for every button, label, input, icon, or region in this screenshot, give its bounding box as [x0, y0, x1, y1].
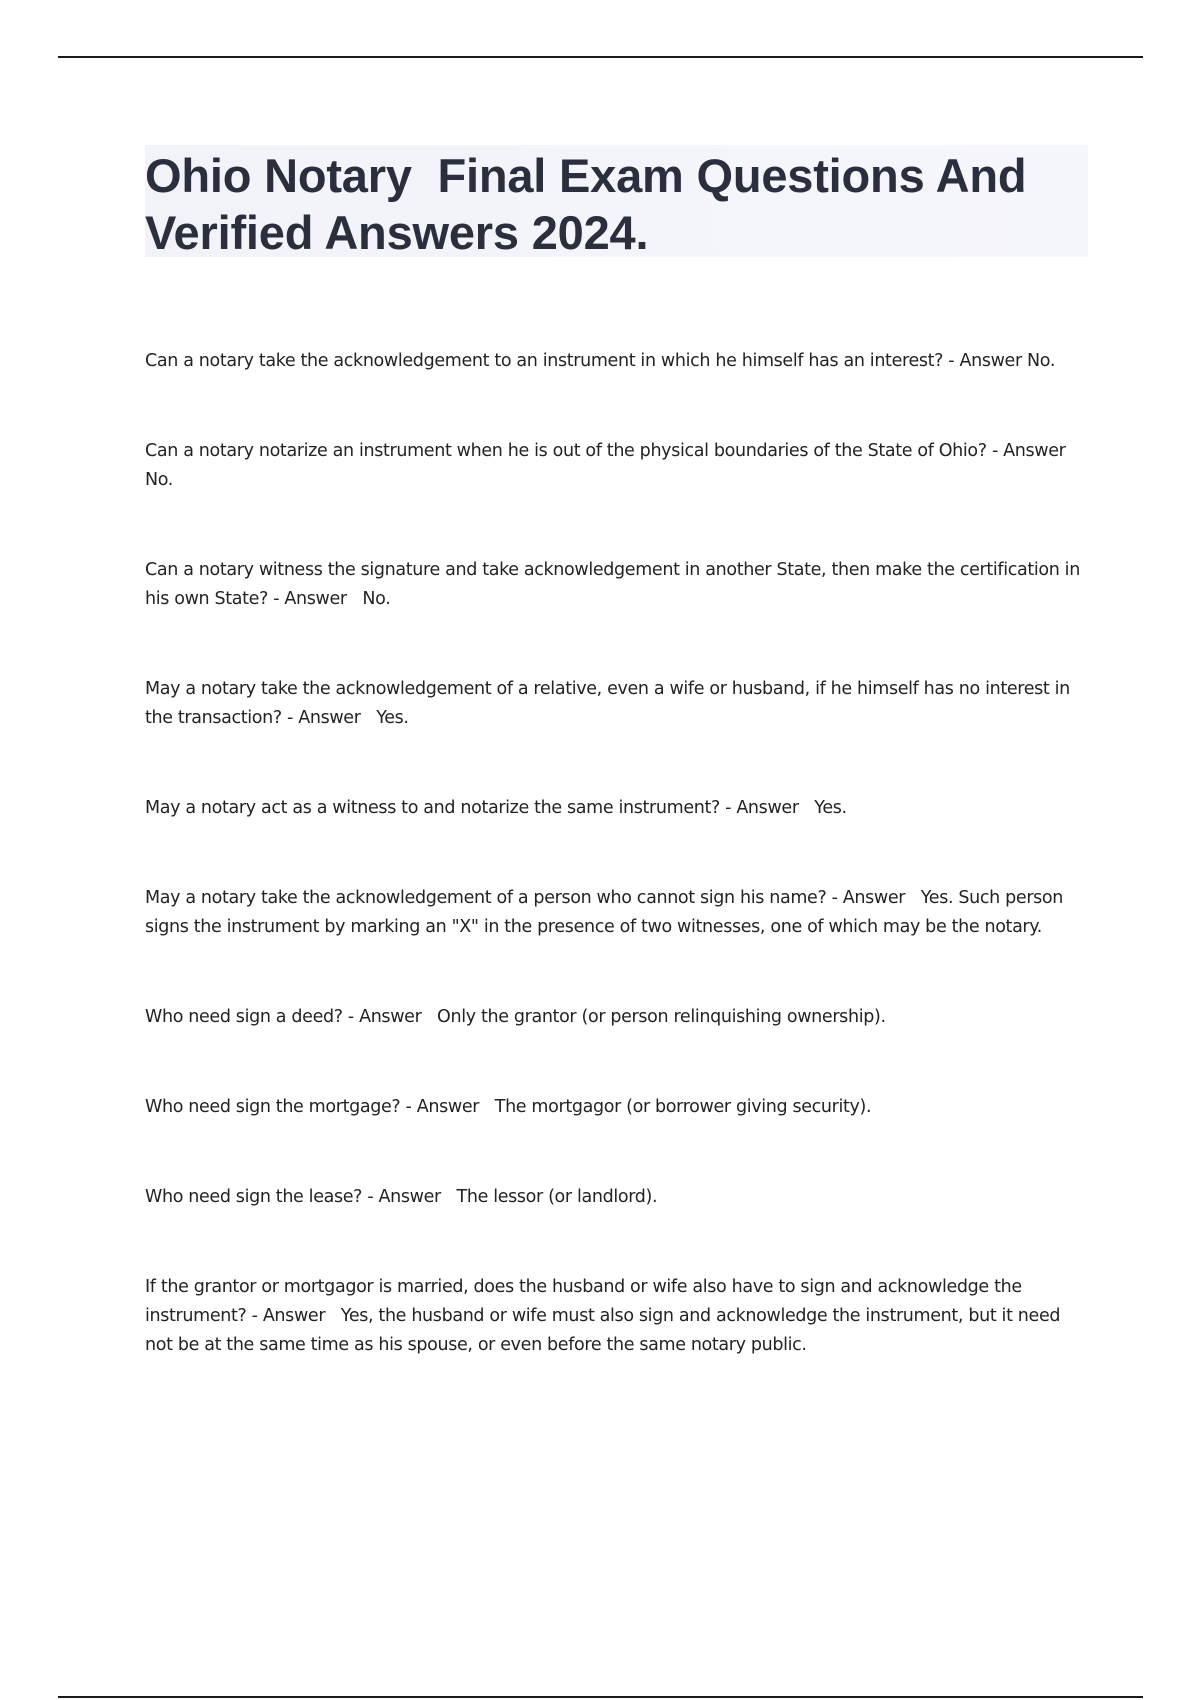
qa-item-6: May a notary take the acknowledgement of a person who cannot sign his name? - Answer Yes. Such person signs the instrument by marking an "X" in the presence of two witnesses, one of which may be the notary.	[145, 888, 1069, 937]
qa-item-1: Can a notary take the acknowledgement to an instrument in which he himself has an interest? - Answer No.	[145, 351, 1056, 371]
page-title: Ohio Notary Final Exam Questions And Verified Answers 2024.	[145, 149, 1040, 259]
qa-item-4: May a notary take the acknowledgement of a relative, even a wife or husband, if he himself has no interest in the transaction? - Answer Yes.	[145, 679, 1076, 728]
qa-item-9: Who need sign the lease? - Answer The lessor (or landlord).	[145, 1187, 658, 1207]
header-rule	[58, 56, 1143, 58]
qa-item-5: May a notary act as a witness to and notarize the same instrument? - Answer Yes.	[145, 798, 847, 818]
footer-rule	[58, 1696, 1143, 1698]
qa-item-3: Can a notary witness the signature and take acknowledgement in another State, then make the certification in his own State? - Answer No.	[145, 560, 1086, 609]
qa-list	[145, 347, 1085, 1360]
qa-item-7: Who need sign a deed? - Answer Only the grantor (or person relinquishing ownership).	[145, 1007, 886, 1027]
qa-item-2: Can a notary notarize an instrument when he is out of the physical boundaries of the State of Ohio? - Answer No.	[145, 441, 1082, 490]
qa-item-10: If the grantor or mortgagor is married, does the husband or wife also have to sign and acknowledge the instrument? - Answer Yes, the husband or wife must also sign and acknowledge the instrument, but it need not be at the same time as his spouse, or even before the same notary public.	[145, 1277, 1066, 1355]
qa-item-8: Who need sign the mortgage? - Answer The mortgagor (or borrower giving security).	[145, 1097, 872, 1117]
title-banner	[145, 145, 1088, 257]
